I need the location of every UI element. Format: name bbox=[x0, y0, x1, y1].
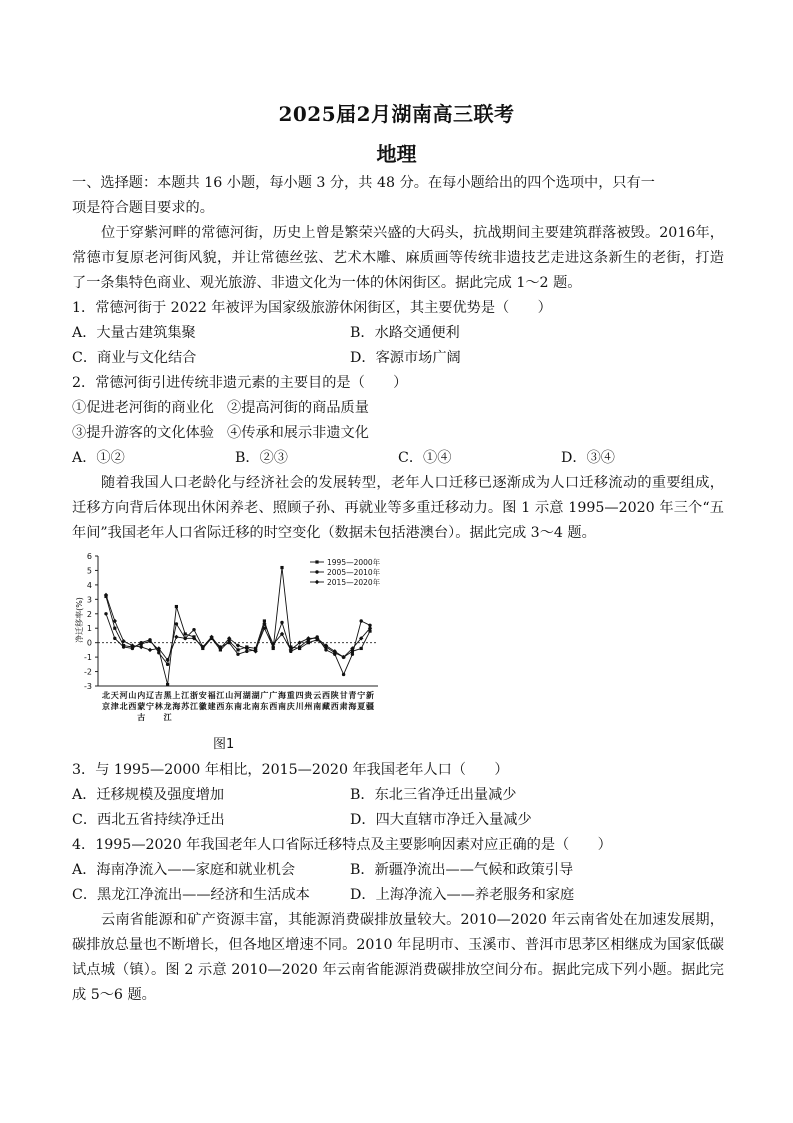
x-tick-label-bottom: 西 bbox=[216, 702, 225, 711]
x-tick-label-bottom: 林 bbox=[154, 702, 163, 711]
legend-label: 2015—2020年 bbox=[327, 578, 381, 587]
x-tick-label-top: 上 bbox=[172, 691, 181, 700]
q2-option-d: D．③④ bbox=[561, 450, 615, 466]
x-tick-label-top: 云 bbox=[313, 691, 322, 700]
y-tick-label: 2 bbox=[86, 609, 92, 619]
q4-option-a: A．海南净流入——家庭和就业机会 bbox=[72, 862, 296, 878]
x-tick-label-bottom: 龙 bbox=[163, 702, 172, 711]
q2-option-c: C．①④ bbox=[398, 450, 452, 466]
y-tick-label: 5 bbox=[86, 566, 92, 576]
series-point bbox=[307, 641, 310, 644]
passage-1: 位于穿紫河畔的常德河街，历史上曾是繁荣兴盛的大码头，抗战期间主要建筑群落被毁。2016年，常德市复原老河街风貌，并让常德丝弦、艺术木雕、麻质画等传统非遗技艺走进这条新生的老街，打造了一条集特色商业、观光旅游、非遗文化为一体的休闲街区。据此完成 1～2 题。 bbox=[72, 225, 724, 291]
q1-option-a: A．大量古建筑集聚 bbox=[72, 325, 196, 341]
x-tick-label-bottom: 津 bbox=[110, 702, 119, 711]
x-tick-label-top: 河 bbox=[234, 691, 242, 700]
x-tick-label-bottom: 夏 bbox=[357, 702, 366, 711]
x-tick-label-top: 山 bbox=[128, 691, 137, 700]
series-point bbox=[298, 645, 301, 648]
series-point bbox=[140, 641, 143, 644]
legend-marker bbox=[315, 580, 319, 584]
x-tick-label-extra: 古 bbox=[137, 713, 146, 722]
x-tick-label-bottom: 海 bbox=[348, 702, 357, 711]
x-tick-label-bottom: 江 bbox=[190, 702, 198, 711]
series-point bbox=[122, 645, 125, 648]
x-tick-label-top: 陕 bbox=[330, 691, 339, 700]
y-axis-label: 净迁移率(%) bbox=[75, 597, 84, 643]
q4-option-d: D．上海净流入——养老服务和家庭 bbox=[350, 887, 575, 903]
series-point bbox=[174, 635, 178, 639]
x-tick-label-bottom: 蒙 bbox=[137, 702, 146, 711]
x-tick-label-top: 辽 bbox=[146, 691, 154, 700]
x-tick-label-top: 江 bbox=[181, 691, 190, 700]
x-tick-label-top: 山 bbox=[225, 691, 234, 700]
question-2-stem: 2．常德河街引进传统非遗元素的主要目的是（ ） bbox=[72, 375, 408, 391]
x-tick-label-bottom: 南 bbox=[234, 702, 242, 711]
x-tick-label-top: 西 bbox=[322, 691, 330, 700]
x-tick-label-top: 福 bbox=[207, 691, 216, 700]
x-tick-label-bottom: 西 bbox=[330, 702, 339, 711]
x-tick-label-top: 湖 bbox=[242, 691, 251, 700]
series-point bbox=[166, 683, 169, 686]
y-tick-label: -3 bbox=[84, 682, 92, 691]
y-tick-label: 3 bbox=[86, 595, 92, 605]
x-tick-label-bottom: 西 bbox=[128, 702, 137, 711]
question-2-statements-row2 bbox=[72, 421, 724, 446]
x-tick-label-top: 吉 bbox=[154, 691, 163, 700]
x-tick-label-bottom: 徽 bbox=[198, 702, 207, 711]
q2-statement-4: ④传承和展示非遗文化 bbox=[227, 425, 369, 441]
x-tick-label-top: 黑 bbox=[163, 691, 172, 700]
x-tick-label-top: 北 bbox=[102, 691, 110, 700]
series-point bbox=[280, 621, 283, 624]
question-1-options-row2 bbox=[72, 346, 724, 371]
lower-content bbox=[72, 758, 724, 1008]
legend-marker bbox=[315, 560, 318, 563]
x-tick-label-bottom: 疆 bbox=[366, 702, 374, 711]
x-tick-label-bottom: 川 bbox=[295, 702, 304, 711]
section-heading-line2: 项是符合题目要求的。 bbox=[72, 200, 214, 216]
series-point bbox=[192, 628, 195, 631]
series-point bbox=[360, 619, 363, 622]
y-tick-label: -2 bbox=[84, 667, 92, 677]
x-tick-label-bottom: 海 bbox=[172, 702, 181, 711]
q2-option-b: B．②③ bbox=[235, 450, 288, 466]
question-1-stem: 1．常德河街于 2022 年被评为国家级旅游休闲街区，其主要优势是（ ） bbox=[72, 300, 552, 316]
q4-option-b: B．新疆净流出——气候和政策引导 bbox=[350, 862, 574, 878]
series-point bbox=[360, 647, 363, 650]
x-tick-label-bottom: 南 bbox=[251, 702, 260, 711]
series-point bbox=[236, 648, 239, 651]
question-1-options-row1 bbox=[72, 321, 724, 346]
series-point bbox=[324, 648, 327, 651]
x-tick-label-top: 江 bbox=[216, 691, 225, 700]
x-tick-label-bottom: 北 bbox=[242, 702, 251, 711]
series-point bbox=[148, 638, 151, 641]
x-tick-label-top: 青 bbox=[348, 691, 357, 700]
question-3-options-row1 bbox=[72, 783, 724, 808]
x-tick-label-top: 贵 bbox=[304, 691, 313, 700]
x-tick-label-bottom: 南 bbox=[313, 702, 322, 711]
x-tick-label-bottom: 宁 bbox=[146, 702, 154, 711]
question-3-stem: 3．与 1995—2000 年相比，2015—2020 年我国老年人口（ ） bbox=[72, 762, 509, 778]
q2-statement-1: ①促进老河街的商业化 bbox=[72, 400, 214, 416]
question-2-statements-row1 bbox=[72, 396, 724, 421]
q2-statement-3: ③提升游客的文化体验 bbox=[72, 425, 214, 441]
passage-2: 随着我国人口老龄化与经济社会的发展转型，老年人口迁移已逐渐成为人口迁移流动的重要组成，迁移方向背后体现出休闲养老、照顾子孙、再就业等多重迁移动力。图 1 示意 1995—2020 年三个“五年间”我国老年人口省际迁移的时空变化（数据未包括港澳台）。据此完成 3～4 题。 bbox=[72, 475, 724, 541]
question-2-options bbox=[72, 446, 724, 471]
series-point bbox=[351, 653, 354, 656]
x-tick-label-top: 安 bbox=[198, 691, 207, 700]
x-tick-label-bottom: 南 bbox=[278, 702, 286, 711]
passage-3: 云南省能源和矿产资源丰富，其能源消费碳排放量较大。2010—2020 年云南省处在加速发展期，碳排放总量也不断增长，但各地区增速不同。2010 年昆明市、玉溪市、普洱市思茅区相继成为国家低碳试点城（镇）。图 2 示意 2010—2020 年云南省能源消费碳排放空间分布。据此完成下列小题。据此完成 5～6 题。 bbox=[72, 912, 724, 1003]
x-tick-label-top: 宁 bbox=[357, 691, 366, 700]
x-tick-label-bottom: 东 bbox=[225, 702, 234, 711]
series-point bbox=[280, 566, 283, 569]
upper-content bbox=[72, 171, 724, 546]
exam-title: 2025届2月湖南高三联考 bbox=[278, 102, 515, 126]
x-tick-label-top: 甘 bbox=[339, 691, 348, 700]
question-3-options-row2 bbox=[72, 808, 724, 833]
question-4-options-row1 bbox=[72, 858, 724, 883]
q2-statement-2: ②提高河街的商品质量 bbox=[227, 400, 369, 416]
y-tick-label: -1 bbox=[84, 653, 92, 663]
x-tick-label-bottom: 建 bbox=[207, 702, 216, 711]
legend-marker bbox=[315, 570, 318, 573]
x-tick-label-top: 浙 bbox=[190, 691, 198, 700]
series-point bbox=[104, 612, 107, 615]
section-heading-line1: 一、选择题：本题共 16 小题，每小题 3 分，共 48 分。在每小题给出的四个选项中，只有一 bbox=[72, 175, 655, 191]
series-point bbox=[113, 627, 116, 630]
x-tick-label-top: 广 bbox=[260, 691, 269, 700]
q3-option-d: D．四大直辖市净迁入量减少 bbox=[350, 812, 532, 828]
legend-label: 1995—2000年 bbox=[327, 558, 381, 567]
x-tick-label-bottom: 东 bbox=[260, 702, 269, 711]
x-tick-label-bottom: 北 bbox=[119, 702, 128, 711]
q2-option-a: A．①② bbox=[72, 450, 125, 466]
x-tick-label-top: 四 bbox=[295, 691, 304, 700]
figure-1-caption: 图1 bbox=[213, 737, 235, 752]
x-tick-label-top: 海 bbox=[278, 691, 286, 700]
x-tick-label-top: 天 bbox=[110, 691, 119, 700]
question-4-options-row2 bbox=[72, 883, 724, 908]
series-point bbox=[175, 622, 178, 625]
series-point bbox=[148, 648, 152, 652]
q3-option-c: C．西北五省持续净迁出 bbox=[72, 812, 225, 828]
x-tick-label-top: 广 bbox=[269, 691, 278, 700]
x-tick-label-top: 湖 bbox=[251, 691, 260, 700]
series-point bbox=[157, 651, 160, 654]
q3-option-b: B．东北三省净迁出量减少 bbox=[350, 787, 517, 803]
q1-option-c: C．商业与文化结合 bbox=[72, 350, 197, 366]
x-tick-label-top: 重 bbox=[286, 691, 295, 700]
x-tick-label-bottom: 庆 bbox=[286, 702, 295, 711]
x-tick-label-bottom: 苏 bbox=[181, 702, 190, 711]
x-tick-label-top: 内 bbox=[137, 691, 146, 700]
q3-option-a: A．迁移规模及强度增加 bbox=[72, 787, 225, 803]
x-tick-label-bottom: 京 bbox=[102, 702, 110, 711]
q1-option-b: B．水路交通便利 bbox=[350, 325, 460, 341]
subject-title: 地理 bbox=[376, 142, 417, 166]
q4-option-c: C．黑龙江净流出——经济和生活成本 bbox=[72, 887, 310, 903]
legend-label: 2005—2010年 bbox=[327, 568, 381, 577]
y-tick-label: 0 bbox=[86, 638, 92, 648]
x-tick-label-bottom: 西 bbox=[269, 702, 278, 711]
series-point bbox=[184, 632, 187, 635]
q1-option-d: D．客源市场广阔 bbox=[350, 350, 461, 366]
line-chart-svg bbox=[72, 548, 392, 733]
y-tick-label: 4 bbox=[86, 580, 92, 590]
x-tick-label-bottom: 州 bbox=[304, 702, 313, 711]
series-point bbox=[175, 605, 178, 608]
x-tick-label-extra: 江 bbox=[163, 713, 172, 722]
x-tick-label-top: 新 bbox=[366, 691, 374, 700]
x-tick-label-bottom: 肃 bbox=[339, 702, 348, 711]
series-point bbox=[166, 663, 169, 666]
question-4-stem: 4．1995—2020 年我国老年人口省际迁移特点及主要影响因素对应正确的是（ ） bbox=[72, 837, 612, 853]
y-tick-label: 6 bbox=[86, 552, 92, 561]
x-tick-label-bottom: 藏 bbox=[322, 702, 330, 711]
series-point bbox=[113, 637, 116, 640]
x-tick-label-top: 河 bbox=[119, 691, 128, 700]
series-point bbox=[228, 641, 231, 644]
series-point bbox=[342, 673, 345, 676]
series-point bbox=[236, 653, 239, 656]
y-tick-label: 1 bbox=[86, 624, 92, 634]
figure-1-chart bbox=[72, 548, 392, 758]
